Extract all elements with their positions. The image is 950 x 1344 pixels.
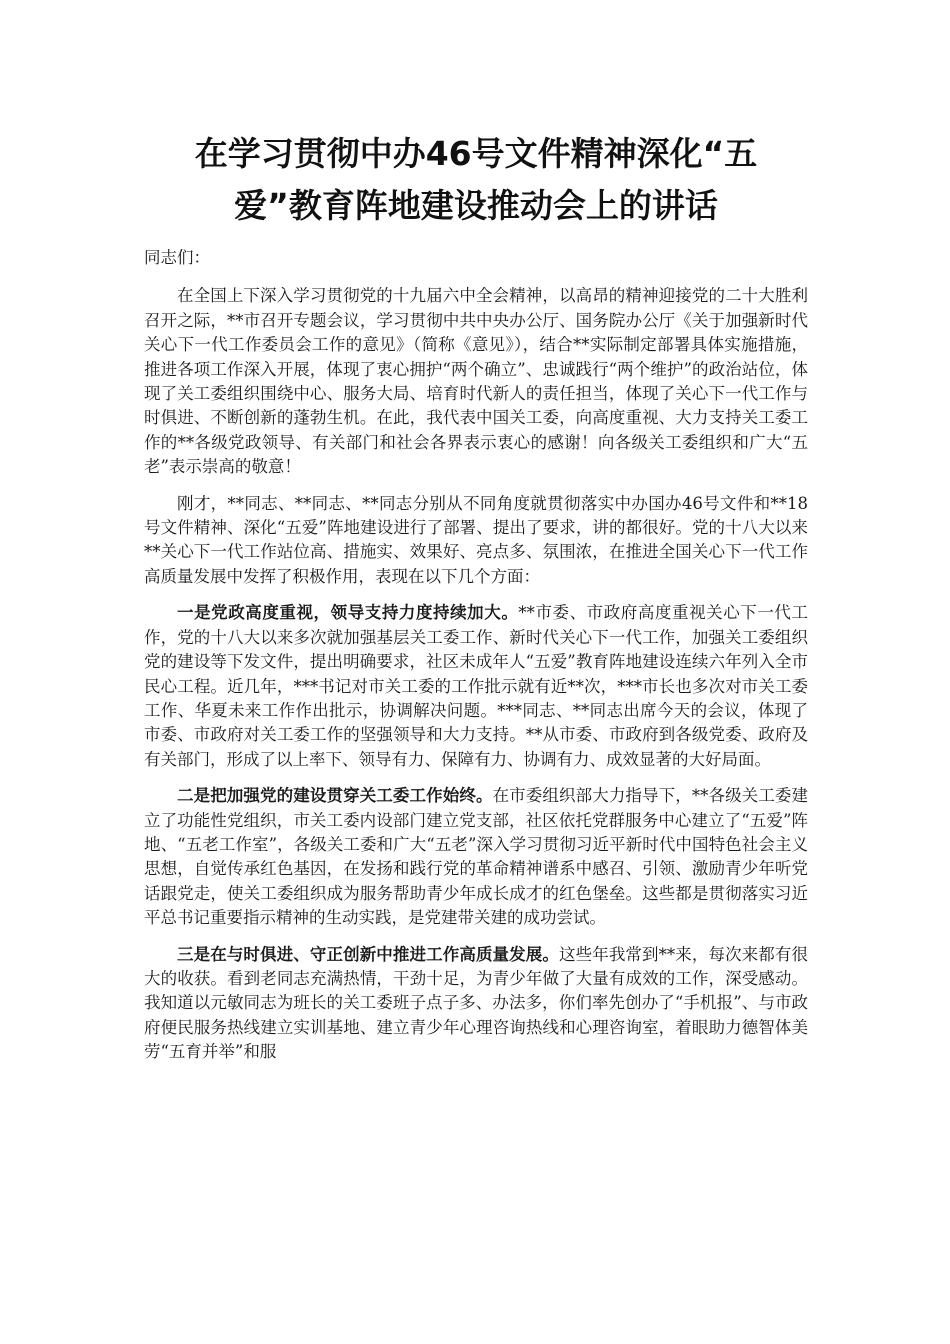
paragraph-2: [144, 492, 808, 590]
paragraph-5: [144, 943, 808, 1065]
title-line-1: 在学习贯彻中办46号文件精神深化“五: [194, 134, 758, 173]
paragraph-text: 在全国上下深入学习贯彻党的十九届六中全会精神，以高昂的精神迎接党的二十大胜利召开之际，**市召开专题会议，学习贯彻中共中央办公厅、国务院办公厅《关于加强新时代关心下一代工作委员会工作的意见》（简称《意见》），结合**实际制定部署具体实施措施，推进各项工作深入开展，体现了衷心拥护“两个确立”、忠诚践行“两个维护”的政治站位，体现了关工委组织围绕中心、服务大局、培育时代新人的责任担当，体现了关心下一代工作与时俱进、不断创新的蓬勃生机。在此，我代表中国关工委，向高度重视、大力支持关工委工作的**各级党政领导、有关部门和社会各界表示衷心的感谢！向各级关工委组织和广大“五老”表示崇高的敬意！: [144, 286, 808, 477]
paragraph-text: **市委、市政府高度重视关心下一代工作，党的十八大以来多次就加强基层关工委工作、新时代关心下一代工作，加强关工委组织党的建设等下发文件，提出明确要求，社区未成年人“五爱”教育阵地建设连续六年列入全市民心工程。近几年，***书记对市关工委的工作批示就有近**次，***市长也多次对市关工委工作、华夏未来工作作出批示，协调解决问题。***同志、**同志出席今天的会议，体现了市委、市政府对关工委工作的坚强领导和大力支持。**从市委、市政府到各级党委、政府及有关部门，形成了以上率下、领导有力、保障有力、协调有力、成效显著的大好局面。: [144, 603, 809, 769]
paragraph-4: [144, 784, 808, 930]
paragraph-lead: 三是在与时俱进、守正创新中推进工作高质量发展。: [177, 944, 559, 964]
paragraph-text: 在市委组织部大力指导下，**各级关工委建立了功能性党组织，市关工委内设部门建立党支部，社区依托党群服务中心建立了“五爱”阵地、“五老工作室”，各级关工委和广大“五老”深入学习贯彻习近平新时代中国特色社会主义思想，自觉传承红色基因，在发扬和践行党的革命精神谱系中感召、引领、激励青少年听党话跟党走，使关工委组织成为服务帮助青少年成长成才的红色堡垒。这些都是贯彻落实习近平总书记重要指示精神的生动实践，是党建带关建的成功尝试。: [144, 786, 809, 928]
salutation: 同志们：: [144, 248, 210, 267]
paragraph-text: 这些年我常到**来，每次来都有很大的收获。看到老同志充满热情，干劲十足，为青少年做了大量有成效的工作，深受感动。我知道以元敏同志为班长的关工委班子点子多、办法多，你们率先创办了“手机报”、与市政府便民服务热线建立实训基地、建立青少年心理咨询热线和心理咨询室，着眼助力德智体美劳“五育并举”和服: [144, 944, 809, 1062]
paragraph-lead: 一是党政高度重视，领导支持力度持续加大。: [177, 603, 519, 623]
paragraph-3: [144, 601, 808, 772]
title-line-2: 爱”教育阵地建设推动会上的讲话: [234, 186, 718, 225]
document-body: [144, 246, 808, 1077]
paragraph-lead: 二是把加强党的建设贯穿关工委工作始终。: [177, 786, 493, 806]
paragraph-1: [144, 284, 808, 479]
paragraph-text: 刚才，**同志、**同志、**同志分别从不同角度就贯彻落实中办国办46号文件和**18号文件精神、深化“五爱”阵地建设进行了部署、提出了要求，讲的都很好。党的十八大以来**关心下一代工作站位高、措施实、效果好、亮点多、氛围浓，在推进全国关心下一代工作高质量发展中发挥了积极作用，表现在以下几个方面：: [144, 493, 808, 586]
document-title: [140, 128, 812, 232]
